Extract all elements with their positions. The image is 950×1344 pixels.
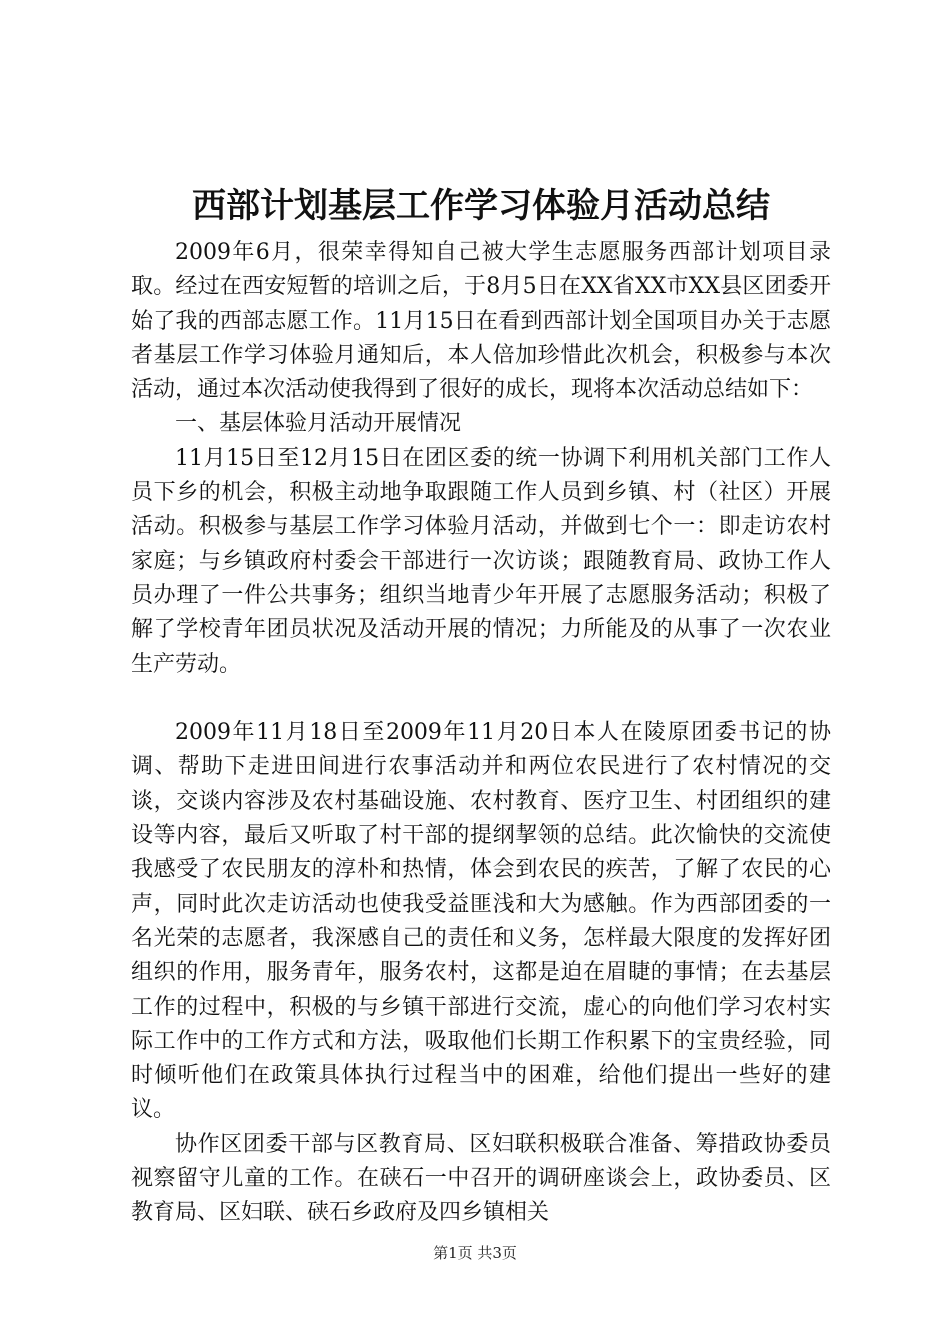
document-body bbox=[131, 236, 831, 1231]
document-title: 西部计划基层工作学习体验月活动总结 bbox=[192, 186, 770, 226]
paragraph-field-visit: 2009年11月18日至2009年11月20日本人在陵原团委书记的协调、帮助下走进田间进行农事活动并和两位农民进行了农村情况的交谈，交谈内容涉及农村基础设施、农村教育、医疗卫生、村团组织的建设等内容，最后又听取了村干部的提纲挈领的总结。此次愉快的交流使我感受了农民朋友的淳朴和热情，体会到农民的疾苦，了解了农民的心声，同时此次走访活动也使我受益匪浅和大为感触。作为西部团委的一名光荣的志愿者，我深感自己的责任和义务，怎样最大限度的发挥好团组织的作用，服务青年，服务农村，这都是迫在眉睫的事情；在去基层工作的过程中，积极的与乡镇干部进行交流，虚心的向他们学习农村实际工作中的工作方式和方法，吸取他们长期工作积累下的宝贵经验，同时倾听他们在政策具体执行过程当中的困难，给他们提出一些好的建议。 bbox=[131, 720, 831, 1123]
paragraph-activities: 11月15日至12月15日在团区委的统一协调下利用机关部门工作人员下乡的机会，积极主动地争取跟随工作人员到乡镇、村（社区）开展活动。积极参与基层工作学习体验月活动，并做到七个一：即走访农村家庭；与乡镇政府村委会干部进行一次访谈；跟随教育局、政协工作人员办理了一件公共事务；组织当地青少年开展了志愿服务活动；积极了解了学校青年团员状况及活动开展的情况；力所能及的从事了一次农业生产劳动。 bbox=[131, 445, 831, 677]
paragraph-cooperation: 协作区团委干部与区教育局、区妇联积极联合准备、筹措政协委员视察留守儿童的工作。在硖石一中召开的调研座谈会上，政协委员、区教育局、区妇联、硖石乡政府及四乡镇相关 bbox=[131, 1131, 831, 1226]
section-heading-1: 一、基层体验月活动开展情况 bbox=[175, 411, 462, 437]
paragraph-intro: 2009年6月，很荣幸得知自己被大学生志愿服务西部计划项目录取。经过在西安短暂的培训之后，于8月5日在XX省XX市XX县区团委开始了我的西部志愿工作。11月15日在看到西部计划全国项目办关于志愿者基层工作学习体验月通知后，本人倍加珍惜此次机会，积极参与本次活动，通过本次活动使我得到了很好的成长，现将本次活动总结如下： bbox=[131, 240, 832, 403]
page-number-footer: 第1页 共3页 bbox=[433, 1244, 517, 1262]
blank-line bbox=[131, 682, 831, 716]
